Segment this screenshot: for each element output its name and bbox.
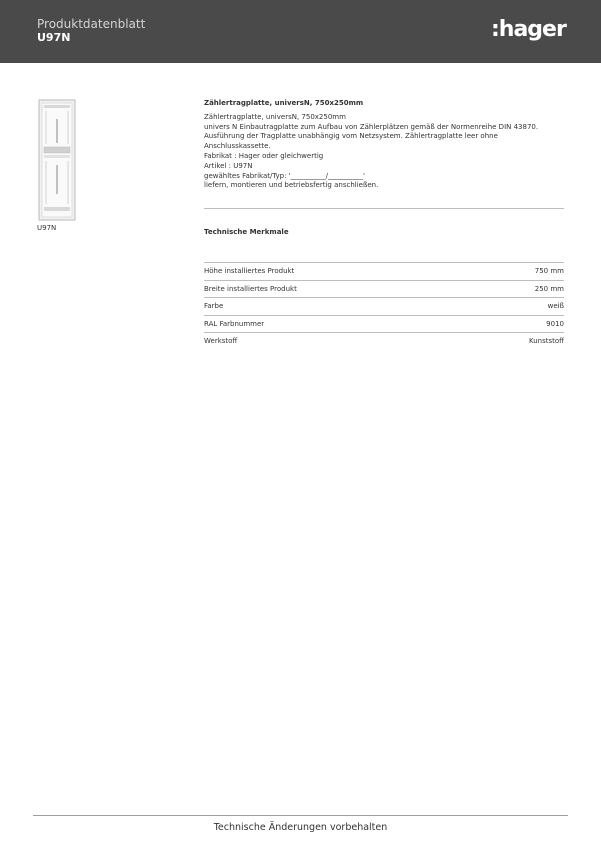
- description-title: Zählertragplatte, universN, 750x250mm: [204, 99, 364, 107]
- description-line: Anschlusskassette.: [204, 142, 271, 151]
- spec-label: Werkstoff: [204, 337, 238, 346]
- specs-table: [204, 262, 564, 350]
- product-description: [204, 99, 564, 191]
- spec-value: 750 mm: [534, 267, 564, 276]
- specs-heading: Technische Merkmale: [204, 228, 289, 236]
- spec-label: Breite installiertes Produkt: [204, 284, 297, 293]
- spec-value: weiß: [547, 302, 564, 311]
- section-divider: [204, 208, 564, 209]
- spec-row: [204, 280, 564, 298]
- hager-logo: :hager: [491, 17, 566, 42]
- spec-row: [204, 262, 564, 280]
- document-type-label: Produktdatenblatt: [37, 17, 146, 31]
- description-line: gewähltes Fabrikat/Typ: '__________/__________': [204, 171, 365, 180]
- spec-value: 9010: [546, 319, 564, 328]
- meter-carrier-plate-image: [36, 99, 78, 221]
- footer-divider: [33, 815, 568, 816]
- spec-row: [204, 332, 564, 350]
- description-line: Artikel : U97N: [204, 161, 253, 170]
- spec-label: RAL Farbnummer: [204, 319, 265, 328]
- header-bar: [0, 0, 601, 63]
- spec-label: Farbe: [204, 302, 224, 311]
- description-line: Ausführung der Tragplatte unabhängig vom Netzsystem. Zählertragplatte leer ohne: [204, 132, 498, 141]
- description-line: Zählertragplatte, universN, 750x250mm: [204, 112, 346, 121]
- spec-label: Höhe installiertes Produkt: [204, 267, 295, 276]
- spec-value: Kunststoff: [528, 337, 564, 346]
- footer-note: Technische Änderungen vorbehalten: [213, 822, 388, 833]
- product-image-caption: U97N: [37, 224, 57, 232]
- spec-row: [204, 297, 564, 315]
- description-line: Fabrikat : Hager oder gleichwertig: [204, 151, 324, 160]
- product-code-title: U97N: [37, 31, 71, 44]
- spec-value: 250 mm: [534, 284, 564, 293]
- spec-row: [204, 315, 564, 333]
- description-line: univers N Einbautragplatte zum Aufbau von Zählerplätzen gemäß der Normenreihe DIN 43870.: [204, 122, 539, 131]
- description-line: liefern, montieren und betriebsfertig anschließen.: [204, 181, 379, 190]
